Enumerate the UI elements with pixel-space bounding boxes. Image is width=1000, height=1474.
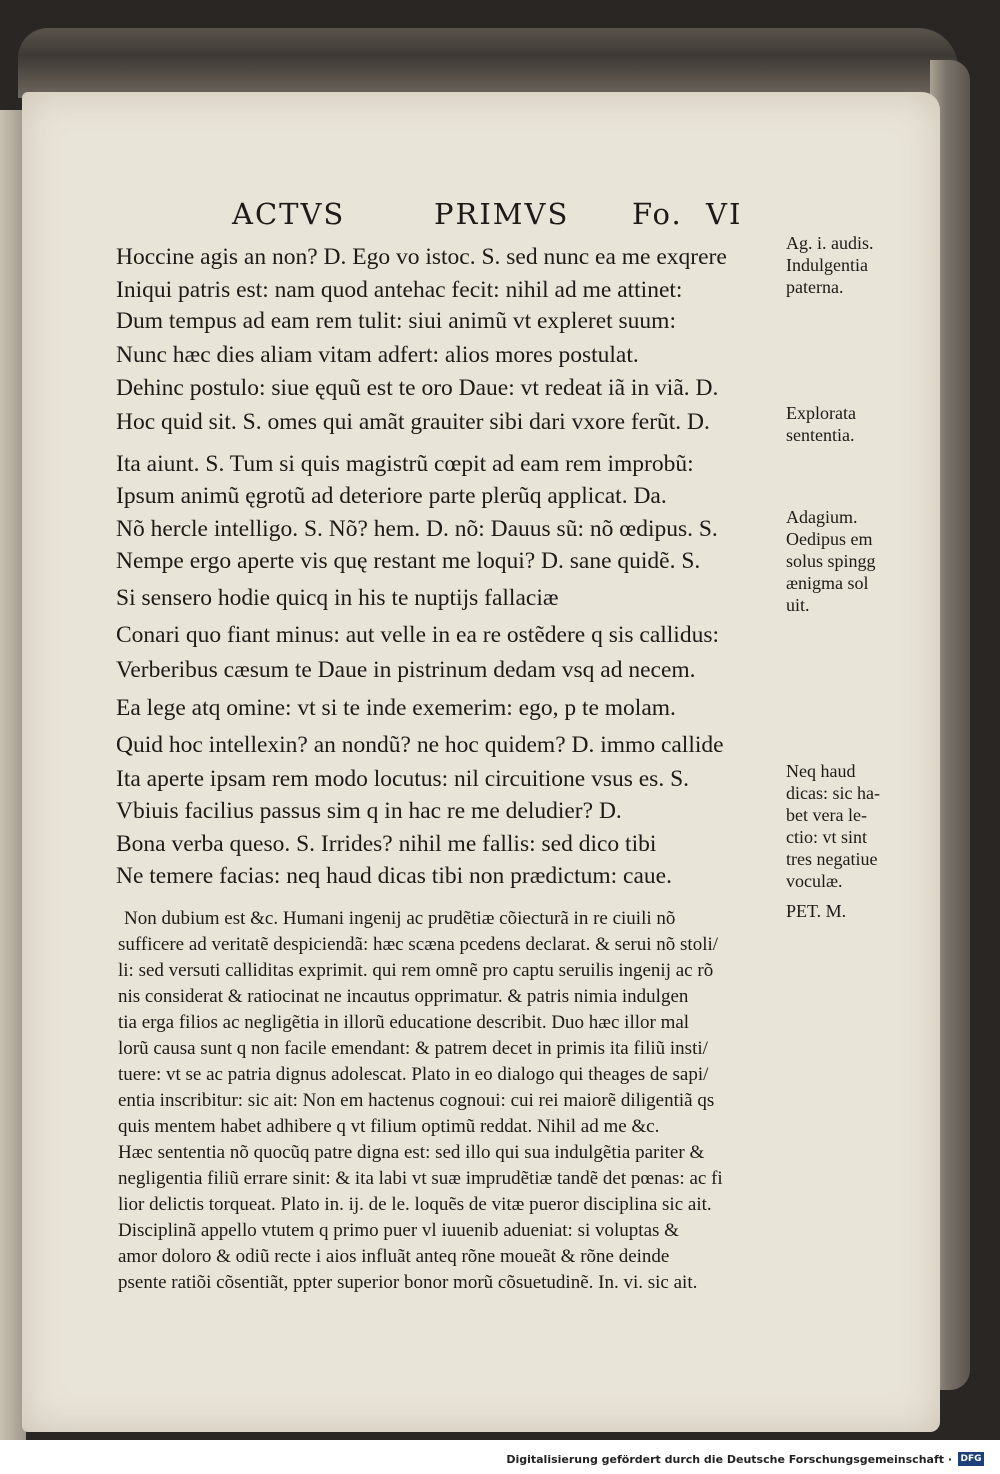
verse-line: Vbiuis facilius passus sim q in hac re me deludier? D. bbox=[116, 798, 622, 824]
margin-note-line: Ag. i. audis. bbox=[786, 233, 874, 253]
margin-note-line: bet vera le- bbox=[786, 805, 867, 825]
commentary-line: lorũ causa sunt q non facile emendant: & patrem decet in primis ita filiũ insti/ bbox=[118, 1038, 708, 1059]
margin-note-line: ctio: vt sint bbox=[786, 827, 867, 847]
commentary-line: li: sed versuti calliditas exprimit. qui rem omnẽ pro captu seruilis ingenij ac rõ bbox=[118, 960, 714, 981]
verse-line: Iniqui patris est: nam quod antehac fecit: nihil ad me attinet: bbox=[116, 277, 683, 303]
commentary-line: psente ratiõi cõsentiãt, ppter superior bonor morũ cõsuetudinẽ. In. vi. sic ait. bbox=[118, 1272, 698, 1293]
commentary-line: amor doloro & odiũ recte i aios influãt anteq rõne moueãt & rõne deinde bbox=[118, 1246, 670, 1267]
folio-label: Fo. bbox=[632, 197, 683, 231]
commentary-line: quis mentem habet adhibere q vt filium optimũ reddat. Nihil ad me &c. bbox=[118, 1116, 660, 1137]
commentary-line: entia inscribitur: sic ait: Non em hactenus cognoui: cui rei maiorẽ diligentiã qs bbox=[118, 1090, 715, 1111]
margin-note-line: Indulgentia bbox=[786, 255, 868, 275]
margin-note-line: ænigma sol bbox=[786, 573, 869, 593]
verse-line: Hoccine agis an non? D. Ego vo istoc. S. sed nunc ea me exqrere bbox=[116, 244, 727, 270]
verse-line: Verberibus cæsum te Daue in pistrinum dedam vsq ad necem. bbox=[116, 657, 696, 683]
verse-line: Si sensero hodie quicq in his te nuptijs fallaciæ bbox=[116, 585, 559, 611]
verse-line: Nunc hæc dies aliam vitam adfert: alios mores postulat. bbox=[116, 342, 639, 368]
margin-note-line: dicas: sic ha- bbox=[786, 783, 880, 803]
commentary-line: sufficere ad veritatẽ despiciendã: hæc scæna pcedens declarat. & serui nõ stoli/ bbox=[118, 934, 719, 955]
margin-note bbox=[786, 232, 916, 298]
margin-note-line: paterna. bbox=[786, 277, 844, 297]
verse-line: Conari quo fiant minus: aut velle in ea re ostẽdere q sis callidus: bbox=[116, 622, 720, 648]
commentary-line: tia erga filios ac negligẽtia in illorũ educatione describit. Duo hæc illor mal bbox=[118, 1012, 690, 1033]
margin-note bbox=[786, 506, 916, 616]
commentary-line: nis considerat & ratiocinat ne incautus opprimatur. & patris nimia indulgen bbox=[118, 986, 689, 1007]
margin-note-line: Oedipus em bbox=[786, 529, 873, 549]
verse-line: Dum tempus ad eam rem tulit: siui animũ vt expleret suum: bbox=[116, 308, 676, 334]
commentary-line: tuere: vt se ac patria dignus adolescat. Plato in eo dialogo qui theages de sapi/ bbox=[118, 1064, 709, 1085]
margin-note-line: Explorata bbox=[786, 403, 856, 423]
margin-note-line: sententia. bbox=[786, 425, 855, 445]
verse-line: Ita aperte ipsam rem modo locutus: nil circuitione vsus es. S. bbox=[116, 766, 690, 792]
running-head-left: ACTVS bbox=[232, 197, 346, 231]
margin-note-line: Neq haud bbox=[786, 761, 856, 781]
verse-line: Quid hoc intellexin? an nondũ? ne hoc quidem? D. immo callide bbox=[116, 732, 724, 758]
commentary-line: lior delictis torqueat. Plato in. ij. de le. loquẽs de vitæ pueror disciplina sic ait. bbox=[118, 1194, 712, 1215]
folio-number: VI bbox=[706, 197, 743, 231]
margin-note-line: tres negatiue bbox=[786, 849, 878, 869]
verse-line: Hoc quid sit. S. omes qui amãt grauiter sibi dari vxore ferũt. D. bbox=[116, 409, 710, 435]
verse-line: Nempe ergo aperte vis quę restant me loqui? D. sane quidẽ. S. bbox=[116, 548, 701, 574]
margin-note-line: PET. M. bbox=[786, 901, 847, 921]
margin-note-line: Adagium. bbox=[786, 507, 858, 527]
verse-line: Dehinc postulo: siue ęquũ est te oro Daue: vt redeat iã in viã. D. bbox=[116, 375, 719, 401]
verse-line: Bona verba queso. S. Irrides? nihil me fallis: sed dico tibi bbox=[116, 831, 657, 857]
dfg-logo: DFG bbox=[958, 1452, 984, 1466]
commentary-line: Disciplinã appello vtutem q primo puer vl iuuenib adueniat: si voluptas & bbox=[118, 1220, 679, 1241]
verse-line: Ipsum animũ ęgrotũ ad deteriore parte plerũq applicat. Da. bbox=[116, 483, 667, 509]
verse-line: Nõ hercle intelligo. S. Nõ? hem. D. nõ: Dauus sũ: nõ œdipus. S. bbox=[116, 516, 718, 542]
margin-note bbox=[786, 760, 916, 892]
commentary-line: Hæc sententia nõ quocũq patre digna est: sed illo qui sua indulgẽtia pariter & bbox=[118, 1142, 705, 1163]
book-top-edge bbox=[18, 28, 958, 98]
commentary-line: negligentia filiũ errare sinit: & ita labi vt suæ imprudẽtiæ tandẽ det pœnas: ac fi bbox=[118, 1168, 723, 1189]
margin-note-line: uit. bbox=[786, 595, 810, 615]
margin-note-line: solus spingg bbox=[786, 551, 876, 571]
verse-line: Ne temere facias: neq haud dicas tibi non prædictum: caue. bbox=[116, 863, 672, 889]
commentary-line: Non dubium est &c. Humani ingenij ac prudẽtiæ cõiecturã in re ciuili nõ bbox=[124, 908, 676, 929]
funding-credit: Digitalisierung gefördert durch die Deutsche Forschungsgemeinschaft · bbox=[506, 1453, 952, 1466]
running-head-center: PRIMVS bbox=[434, 197, 570, 231]
margin-note-line: voculæ. bbox=[786, 871, 843, 891]
margin-note bbox=[786, 900, 916, 922]
margin-note bbox=[786, 402, 916, 446]
verse-line: Ita aiunt. S. Tum si quis magistrũ cœpit ad eam rem improbũ: bbox=[116, 451, 694, 477]
verse-line: Ea lege atq omine: vt si te inde exemerim: ego, p te molam. bbox=[116, 695, 676, 721]
